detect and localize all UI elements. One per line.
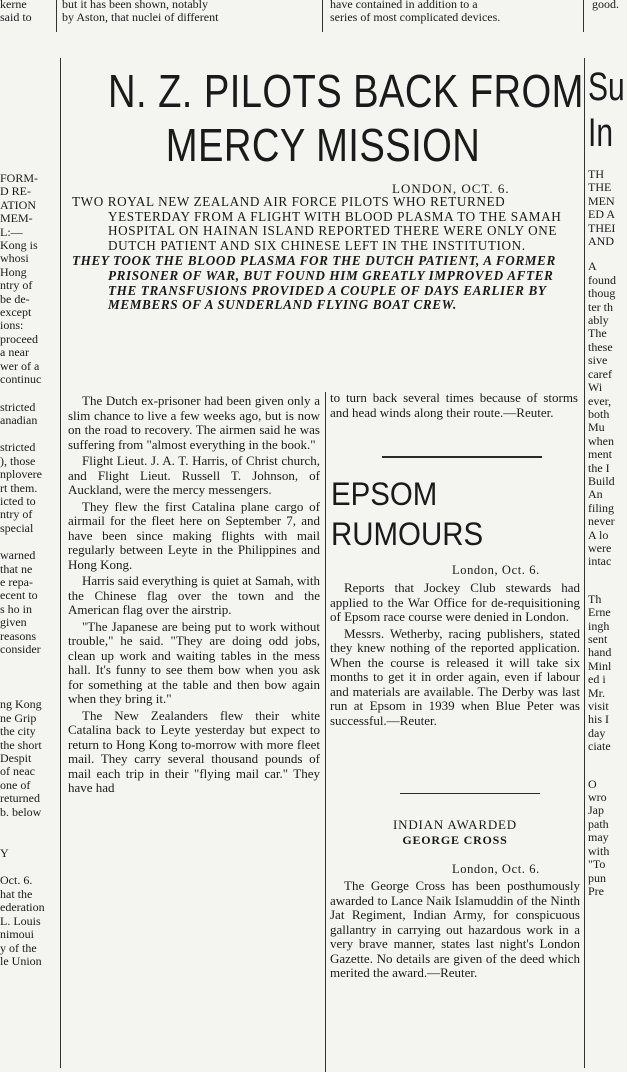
left-edge-line: reasons: [0, 628, 36, 643]
right-edge-line: thoug: [588, 286, 616, 301]
right-edge-line: [588, 766, 627, 778]
george-cross-dateline: London, Oct. 6.: [452, 862, 540, 876]
right-edge-line: [588, 754, 627, 766]
right-edge-line: his I: [588, 712, 609, 727]
left-edge-line: the city: [0, 724, 36, 739]
right-edge-line: Build: [588, 473, 615, 488]
article-paragraph: They flew the first Catalina plane cargo of airmail for the fleet here on September 7, and have been since making flights with mail regularly between Leyte in the Philippines and Hong Kong.: [68, 498, 320, 572]
right-edge-line: THE: [588, 180, 612, 195]
left-edge-line: except: [0, 305, 32, 320]
article-column-2: [330, 391, 578, 420]
left-edge-line: s ho in: [0, 601, 33, 616]
right-edge-line: ciate: [588, 739, 611, 754]
left-edge-line: Y: [0, 846, 9, 861]
left-edge-line: stricted: [0, 440, 36, 455]
epsom-body: [330, 581, 580, 728]
left-edge-line: hat the: [0, 886, 33, 901]
right-edge-line: found: [588, 272, 616, 287]
right-edge-line: wro: [588, 790, 607, 805]
left-edge-line: ATION: [0, 197, 36, 212]
left-edge-line: returned: [0, 791, 40, 806]
left-edge-line: one of: [0, 777, 31, 792]
left-edge-line: the short: [0, 737, 42, 752]
right-edge-line: Th: [588, 591, 602, 606]
left-edge-line: anadian: [0, 412, 38, 427]
column-rule: [322, 0, 323, 32]
right-edge-line: The: [588, 326, 607, 341]
right-edge-line: THEI: [588, 220, 616, 235]
right-edge-line: ter th: [588, 299, 613, 314]
left-edge-line: Oct. 6.: [0, 873, 33, 888]
right-edge-line: sent: [588, 632, 608, 646]
left-edge-line: [0, 684, 60, 698]
adjacent-column-left: [0, 172, 60, 1062]
right-edge-line: Pre: [588, 883, 604, 898]
right-edge-line: MEN: [588, 193, 615, 208]
epsom-headline: EPSOM RUMOURS: [331, 476, 484, 552]
left-edge-line: stricted: [0, 399, 36, 414]
left-edge-line: nimoui: [0, 927, 35, 942]
article-paragraph: Harris said everything is quiet at Samah, with the Chinese flag over the town and the American flag over the airstrip.: [68, 573, 320, 617]
article-column-1: [68, 394, 320, 796]
right-edge-line: caref: [588, 366, 612, 381]
column-rule-middle: [325, 392, 326, 1072]
right-edge-line: ment: [588, 447, 612, 462]
left-edge-line: rt them.: [0, 480, 38, 495]
left-edge-line: le Union: [0, 953, 42, 968]
right-edge-line: Jap: [588, 803, 604, 818]
left-edge-line: proceed: [0, 331, 38, 346]
left-edge-line: that ne: [0, 561, 33, 576]
left-edge-line: FORM-: [0, 172, 39, 185]
right-edge-line: An: [588, 487, 603, 502]
adjacent-column-right: [588, 64, 627, 1072]
right-edge-line: the I: [588, 460, 610, 475]
left-edge-line: nplovere: [0, 467, 42, 482]
top-fragment-left: kerne said to: [0, 0, 32, 24]
article-paragraph: The New Zealanders flew their white Catalina back to Leyte yesterday but expect to return to Hong Kong to-morrow with more fleet mail. They carry several thousand pounds of mail each trip in their "flying mail car." They have had: [68, 707, 320, 795]
top-fragment-middle: but it has been shown, notably by Aston, that nuclei of different: [62, 0, 219, 24]
right-edge-line: sive: [588, 353, 608, 368]
right-edge-line: "To: [588, 857, 606, 872]
section-divider: [400, 793, 540, 794]
right-edge-line: both: [588, 406, 610, 421]
left-edge-line: [0, 427, 60, 441]
right-edge-line: path: [588, 816, 609, 831]
right-edge-line: [588, 581, 627, 593]
article-paragraph: "The Japanese are being put to work without trouble," he said. "They are doing odd jobs, clean up work and waiting tables in the mess hall. It's funny to see them bow when you ask for something at the table and then bow again when they bring it.": [68, 618, 320, 706]
intro-paragraph: TWO ROYAL NEW ZEALAND AIR FORCE PILOTS WHO RETURNED YESTERDAY FROM A FLIGHT WITH BLOOD PLASMA TO THE SAMAH HOSPITAL ON HAINAN ISLAND REPORTED THERE WERE ONLY ONE DUTCH PATIENT AND SIX CHINESE LEFT IN THE INSTITUTION.: [72, 194, 562, 253]
right-edge-line: never: [588, 514, 615, 529]
article-paragraph: Flight Lieut. J. A. T. Harris, of Christ church, and Flight Lieut. Russell T. Johnson, of Auckland, were the mercy messengers.: [68, 453, 320, 497]
adjacent-headline-fragment: Su: [588, 65, 625, 109]
epsom-paragraph: Messrs. Wetherby, racing publishers, stated they knew nothing of the reported application. When the course is released it will take six months to get it in order again, even if labour and materials are available. The Derby was last run at Epsom in 1939 when Blue Peter was successful.—Reuter.: [330, 625, 580, 728]
column-rule: [583, 0, 584, 32]
right-edge-line: filing: [588, 500, 614, 515]
right-edge-line: ever,: [588, 393, 612, 408]
right-edge-line: pun: [588, 870, 606, 885]
right-edge-line: Erne: [588, 605, 611, 620]
george-cross-headline: INDIAN AWARDED GEORGE CROSS: [393, 817, 517, 847]
left-edge-line: y of the: [0, 940, 37, 955]
left-edge-line: b. below: [0, 804, 42, 819]
left-edge-line: D RE-: [0, 184, 31, 199]
column-rule-right: [584, 58, 585, 1068]
column-rule: [56, 0, 57, 32]
right-edge-line: hand: [588, 645, 612, 660]
right-edge-line: Mr.: [588, 685, 606, 700]
left-edge-line: ntry of: [0, 278, 33, 293]
article-headline: N. Z. PILOTS BACK FROM MERCY MISSION: [108, 65, 584, 171]
right-edge-line: day: [588, 725, 606, 740]
article-intro: [72, 195, 577, 313]
george-cross-paragraph: The George Cross has been posthumously awarded to Lance Naik Islamuddin of the Ninth Jat Regiment, Indian Army, for conspicuous gallantry in carrying out hazardous work in a very brave manner, states last night's London Gazette. No details are given of the deed which merited the award.—Reuter.: [330, 878, 580, 980]
left-edge-line: warned: [0, 548, 36, 563]
left-edge-line: ecent to: [0, 588, 38, 603]
section-divider: [382, 456, 542, 458]
right-edge-line: Wi: [588, 380, 603, 395]
left-edge-line: Hong: [0, 264, 27, 279]
left-edge-line: MEM-: [0, 211, 33, 226]
right-edge-line: A lo: [588, 527, 609, 542]
right-edge-line: ED A: [588, 207, 615, 222]
left-edge-line: L:—: [0, 224, 23, 239]
left-edge-line: L. Louis: [0, 913, 41, 928]
left-edge-line: special: [0, 520, 34, 535]
right-edge-line: AND: [588, 234, 614, 249]
right-edge-line: intac: [588, 554, 612, 569]
left-edge-line: [0, 387, 60, 401]
left-edge-line: [0, 656, 60, 670]
right-edge-line: O: [588, 776, 597, 791]
george-cross-body: [330, 879, 580, 981]
left-edge-line: ), those: [0, 453, 36, 468]
left-edge-line: given: [0, 615, 27, 630]
right-edge-line: these: [588, 339, 613, 354]
left-edge-line: Kong is: [0, 238, 38, 253]
left-edge-line: ng Kong: [0, 697, 42, 712]
adjacent-headline-fragment: In: [588, 111, 614, 155]
left-edge-line: wer of a: [0, 358, 40, 373]
left-edge-line: ntry of: [0, 507, 33, 522]
right-edge-line: ably: [588, 313, 609, 328]
right-edge-line: TH: [588, 167, 604, 181]
right-edge-line: Mu: [588, 420, 605, 435]
left-edge-line: continuc: [0, 372, 42, 387]
left-edge-line: whosi: [0, 251, 29, 266]
left-edge-line: ions:: [0, 318, 24, 333]
right-edge-line: [588, 569, 627, 581]
right-edge-line: A: [588, 259, 597, 274]
right-edge-line: when: [588, 433, 614, 448]
right-edge-line: may: [588, 830, 609, 845]
left-edge-line: [0, 535, 60, 549]
left-edge-line: of neac: [0, 764, 35, 779]
left-edge-line: a near: [0, 345, 29, 360]
epsom-paragraph: Reports that Jockey Club stewards had applied to the War Office for de-requisitioning of Epsom race course were denied in London.: [330, 580, 580, 624]
right-edge-line: with: [588, 843, 610, 858]
article-paragraph-continued: to turn back several times because of storms and head winds along their route.—Reuter.: [330, 390, 578, 420]
left-edge-line: Despit: [0, 751, 32, 766]
left-edge-line: be de-: [0, 291, 30, 306]
left-edge-line: e repa-: [0, 574, 33, 589]
right-edge-line: ingh: [588, 618, 610, 633]
right-edge-line: visit: [588, 699, 609, 714]
right-edge-line: were: [588, 540, 612, 555]
left-edge-line: [0, 670, 60, 684]
left-edge-line: icted to: [0, 493, 36, 508]
left-edge-line: ederation: [0, 900, 45, 915]
epsom-dateline: London, Oct. 6.: [452, 563, 540, 577]
column-rule-left: [60, 58, 61, 1068]
intro-paragraph-italic: THEY TOOK THE BLOOD PLASMA FOR THE DUTCH PATIENT, A FORMER PRISONER OF WAR, BUT FOUND HIM GREATLY IMPROVED AFTER THE TRANSFUSIONS PROVIDED A COUPLE OF DAYS EARLIER BY MEMBERS OF A SUNDERLAND FLYING BOAT CREW.: [72, 253, 556, 313]
right-edge-line: ed i: [588, 672, 606, 687]
top-fragment-far-right: good.: [592, 0, 619, 11]
right-edge-line: Minl: [588, 658, 612, 673]
left-edge-line: [0, 819, 60, 833]
left-edge-line: ne Grip: [0, 710, 37, 725]
left-edge-line: consider: [0, 642, 41, 656]
left-edge-line: [0, 833, 60, 847]
left-edge-line: [0, 860, 60, 874]
article-dateline: LONDON, OCT. 6.: [392, 181, 510, 196]
article-paragraph: The Dutch ex-prisoner had been given only a slim chance to live a few weeks ago, but is now on the road to recovery. The airmen said he was suffering from "almost everything in the book.": [68, 393, 320, 452]
top-fragment-right: have contained in addition to a series of most complicated devices.: [330, 0, 501, 24]
